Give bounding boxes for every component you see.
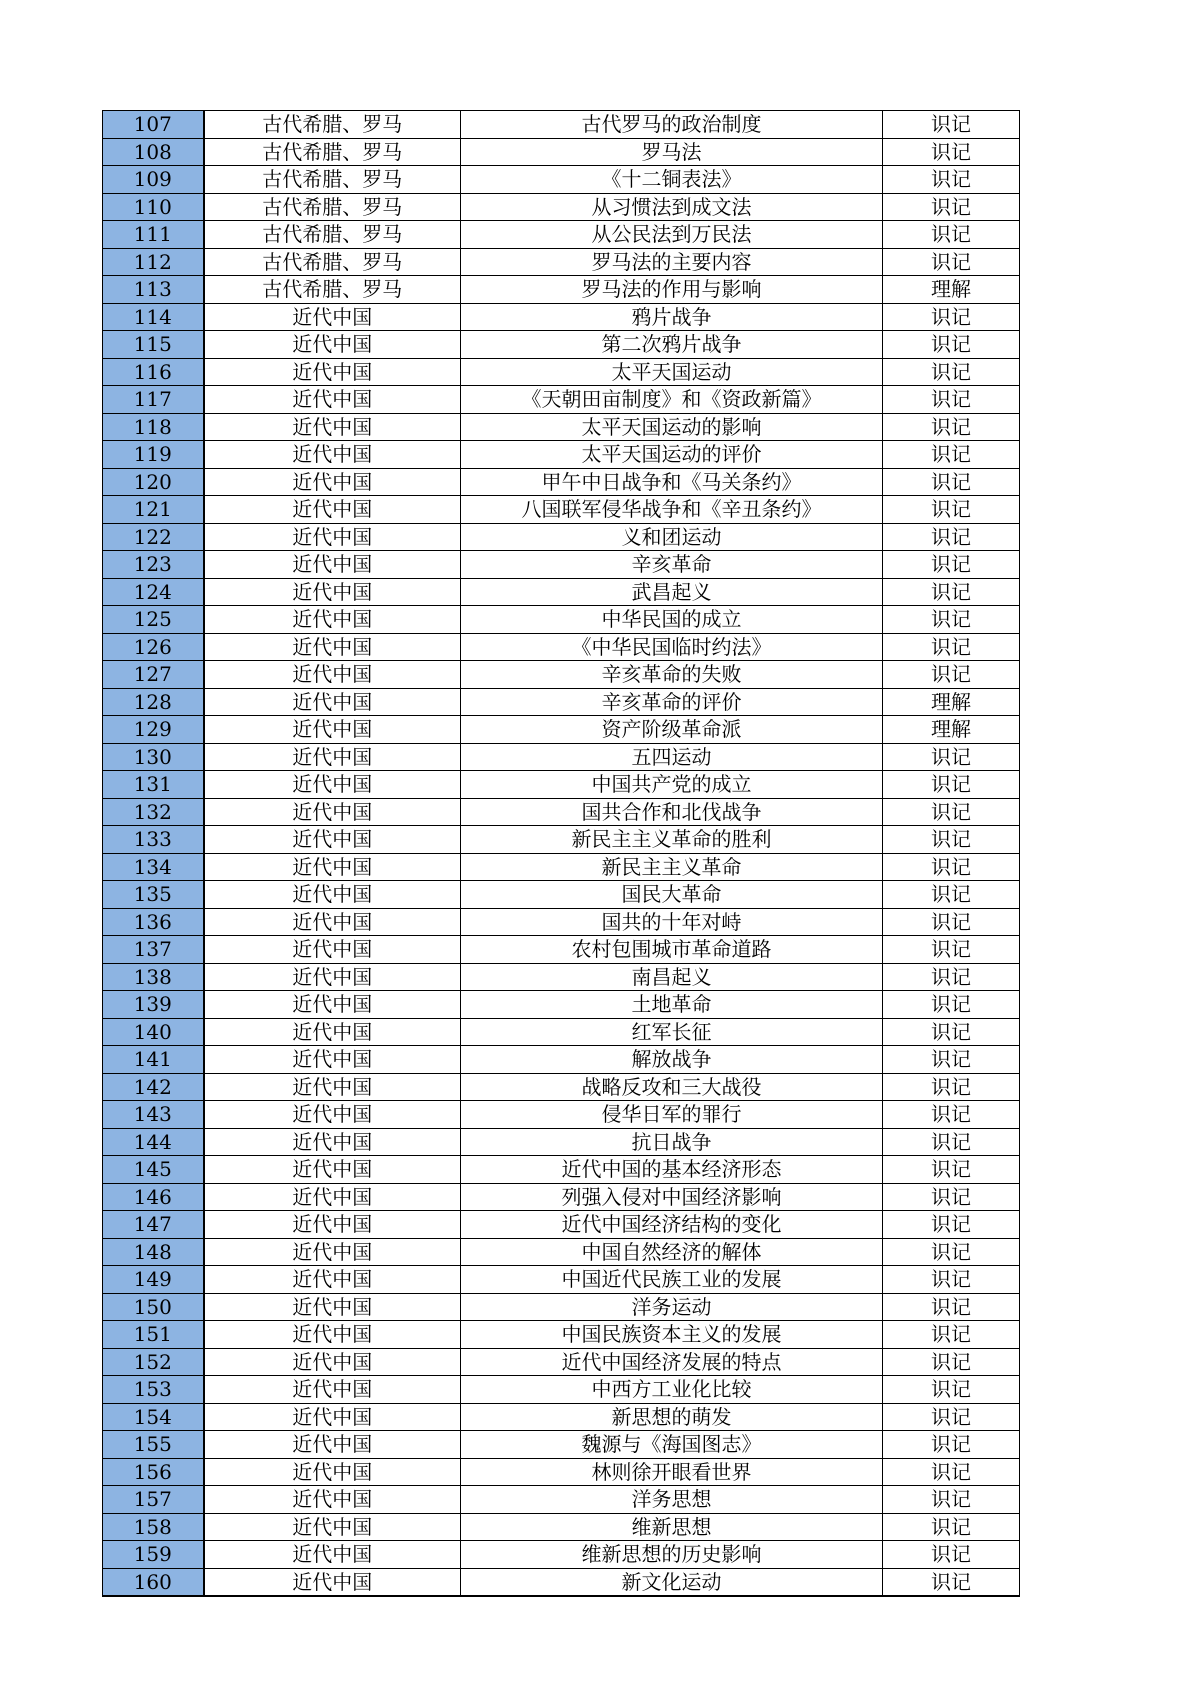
row-number-cell: 152 bbox=[103, 1348, 204, 1376]
table-row bbox=[103, 468, 1020, 496]
topic-cell: 新文化运动 bbox=[461, 1568, 883, 1596]
row-number-cell: 115 bbox=[103, 331, 204, 359]
row-number-cell: 158 bbox=[103, 1513, 204, 1541]
row-number-cell: 145 bbox=[103, 1156, 204, 1184]
period-cell: 近代中国 bbox=[204, 523, 461, 551]
topic-cell: 洋务思想 bbox=[461, 1486, 883, 1514]
table-row bbox=[103, 1541, 1020, 1569]
row-number-cell: 124 bbox=[103, 578, 204, 606]
topic-cell: 中华民国的成立 bbox=[461, 606, 883, 634]
table-row bbox=[103, 1321, 1020, 1349]
period-cell: 近代中国 bbox=[204, 1101, 461, 1129]
table-row bbox=[103, 1403, 1020, 1431]
table-row bbox=[103, 248, 1020, 276]
period-cell: 近代中国 bbox=[204, 1568, 461, 1596]
table-row bbox=[103, 303, 1020, 331]
topic-cell: 国共的十年对峙 bbox=[461, 908, 883, 936]
table-row bbox=[103, 111, 1020, 139]
row-number-cell: 140 bbox=[103, 1018, 204, 1046]
period-cell: 近代中国 bbox=[204, 606, 461, 634]
level-cell: 识记 bbox=[883, 1321, 1020, 1349]
table-row bbox=[103, 1348, 1020, 1376]
table-row bbox=[103, 386, 1020, 414]
level-cell: 识记 bbox=[883, 193, 1020, 221]
period-cell: 近代中国 bbox=[204, 688, 461, 716]
period-cell: 近代中国 bbox=[204, 826, 461, 854]
row-number-cell: 138 bbox=[103, 963, 204, 991]
table-row bbox=[103, 193, 1020, 221]
topic-cell: 维新思想的历史影响 bbox=[461, 1541, 883, 1569]
period-cell: 近代中国 bbox=[204, 1238, 461, 1266]
period-cell: 近代中国 bbox=[204, 1486, 461, 1514]
period-cell: 近代中国 bbox=[204, 881, 461, 909]
level-cell: 识记 bbox=[883, 1128, 1020, 1156]
row-number-cell: 113 bbox=[103, 276, 204, 304]
topic-cell: 抗日战争 bbox=[461, 1128, 883, 1156]
period-cell: 近代中国 bbox=[204, 441, 461, 469]
row-number-cell: 126 bbox=[103, 633, 204, 661]
level-cell: 识记 bbox=[883, 523, 1020, 551]
topic-cell: 辛亥革命的评价 bbox=[461, 688, 883, 716]
topic-cell: 太平天国运动的影响 bbox=[461, 413, 883, 441]
topic-cell: 罗马法 bbox=[461, 138, 883, 166]
topic-cell: 南昌起义 bbox=[461, 963, 883, 991]
row-number-cell: 151 bbox=[103, 1321, 204, 1349]
level-cell: 识记 bbox=[883, 111, 1020, 139]
table-row bbox=[103, 826, 1020, 854]
table-row bbox=[103, 936, 1020, 964]
row-number-cell: 153 bbox=[103, 1376, 204, 1404]
period-cell: 近代中国 bbox=[204, 743, 461, 771]
topic-cell: 《天朝田亩制度》和《资政新篇》 bbox=[461, 386, 883, 414]
level-cell: 识记 bbox=[883, 1238, 1020, 1266]
row-number-cell: 110 bbox=[103, 193, 204, 221]
topic-cell: 五四运动 bbox=[461, 743, 883, 771]
level-cell: 识记 bbox=[883, 1046, 1020, 1074]
row-number-cell: 117 bbox=[103, 386, 204, 414]
period-cell: 近代中国 bbox=[204, 496, 461, 524]
table-row bbox=[103, 1431, 1020, 1459]
level-cell: 识记 bbox=[883, 798, 1020, 826]
level-cell: 识记 bbox=[883, 331, 1020, 359]
level-cell: 识记 bbox=[883, 386, 1020, 414]
table-row bbox=[103, 908, 1020, 936]
level-cell: 识记 bbox=[883, 1073, 1020, 1101]
table-row bbox=[103, 1156, 1020, 1184]
row-number-cell: 148 bbox=[103, 1238, 204, 1266]
period-cell: 近代中国 bbox=[204, 908, 461, 936]
period-cell: 近代中国 bbox=[204, 1183, 461, 1211]
period-cell: 近代中国 bbox=[204, 1211, 461, 1239]
period-cell: 近代中国 bbox=[204, 303, 461, 331]
row-number-cell: 122 bbox=[103, 523, 204, 551]
level-cell: 理解 bbox=[883, 688, 1020, 716]
row-number-cell: 137 bbox=[103, 936, 204, 964]
period-cell: 近代中国 bbox=[204, 1348, 461, 1376]
level-cell: 识记 bbox=[883, 578, 1020, 606]
table-row bbox=[103, 441, 1020, 469]
topic-cell: 红军长征 bbox=[461, 1018, 883, 1046]
table-row bbox=[103, 881, 1020, 909]
level-cell: 识记 bbox=[883, 358, 1020, 386]
level-cell: 识记 bbox=[883, 1293, 1020, 1321]
table-row bbox=[103, 991, 1020, 1019]
table-row bbox=[103, 1101, 1020, 1129]
topic-cell: 鸦片战争 bbox=[461, 303, 883, 331]
period-cell: 近代中国 bbox=[204, 1376, 461, 1404]
period-cell: 古代希腊、罗马 bbox=[204, 111, 461, 139]
table-row bbox=[103, 221, 1020, 249]
topic-cell: 新思想的萌发 bbox=[461, 1403, 883, 1431]
table-row bbox=[103, 1458, 1020, 1486]
period-cell: 近代中国 bbox=[204, 1046, 461, 1074]
period-cell: 近代中国 bbox=[204, 633, 461, 661]
topic-cell: 农村包围城市革命道路 bbox=[461, 936, 883, 964]
row-number-cell: 111 bbox=[103, 221, 204, 249]
topic-cell: 《中华民国临时约法》 bbox=[461, 633, 883, 661]
level-cell: 识记 bbox=[883, 551, 1020, 579]
level-cell: 识记 bbox=[883, 1486, 1020, 1514]
table-row bbox=[103, 661, 1020, 689]
level-cell: 识记 bbox=[883, 1458, 1020, 1486]
level-cell: 识记 bbox=[883, 606, 1020, 634]
topic-cell: 辛亥革命的失败 bbox=[461, 661, 883, 689]
row-number-cell: 156 bbox=[103, 1458, 204, 1486]
level-cell: 识记 bbox=[883, 936, 1020, 964]
row-number-cell: 142 bbox=[103, 1073, 204, 1101]
period-cell: 近代中国 bbox=[204, 1156, 461, 1184]
topic-cell: 中国近代民族工业的发展 bbox=[461, 1266, 883, 1294]
row-number-cell: 133 bbox=[103, 826, 204, 854]
row-number-cell: 134 bbox=[103, 853, 204, 881]
topic-cell: 战略反攻和三大战役 bbox=[461, 1073, 883, 1101]
table-row bbox=[103, 166, 1020, 194]
row-number-cell: 146 bbox=[103, 1183, 204, 1211]
period-cell: 近代中国 bbox=[204, 991, 461, 1019]
topic-cell: 魏源与《海国图志》 bbox=[461, 1431, 883, 1459]
period-cell: 近代中国 bbox=[204, 963, 461, 991]
level-cell: 识记 bbox=[883, 1266, 1020, 1294]
level-cell: 识记 bbox=[883, 441, 1020, 469]
level-cell: 识记 bbox=[883, 1156, 1020, 1184]
topic-cell: 维新思想 bbox=[461, 1513, 883, 1541]
table-row bbox=[103, 798, 1020, 826]
level-cell: 识记 bbox=[883, 633, 1020, 661]
level-cell: 识记 bbox=[883, 991, 1020, 1019]
topic-cell: 侵华日军的罪行 bbox=[461, 1101, 883, 1129]
level-cell: 识记 bbox=[883, 1211, 1020, 1239]
period-cell: 近代中国 bbox=[204, 1128, 461, 1156]
table-row bbox=[103, 633, 1020, 661]
period-cell: 古代希腊、罗马 bbox=[204, 193, 461, 221]
period-cell: 近代中国 bbox=[204, 1266, 461, 1294]
level-cell: 识记 bbox=[883, 771, 1020, 799]
level-cell: 识记 bbox=[883, 1348, 1020, 1376]
table-row bbox=[103, 1211, 1020, 1239]
period-cell: 近代中国 bbox=[204, 1403, 461, 1431]
row-number-cell: 121 bbox=[103, 496, 204, 524]
table-row bbox=[103, 523, 1020, 551]
level-cell: 识记 bbox=[883, 1018, 1020, 1046]
table-row bbox=[103, 688, 1020, 716]
period-cell: 近代中国 bbox=[204, 1431, 461, 1459]
period-cell: 近代中国 bbox=[204, 661, 461, 689]
row-number-cell: 159 bbox=[103, 1541, 204, 1569]
table-row bbox=[103, 138, 1020, 166]
period-cell: 近代中国 bbox=[204, 798, 461, 826]
level-cell: 识记 bbox=[883, 496, 1020, 524]
level-cell: 识记 bbox=[883, 1101, 1020, 1129]
topic-cell: 太平天国运动的评价 bbox=[461, 441, 883, 469]
level-cell: 识记 bbox=[883, 303, 1020, 331]
level-cell: 识记 bbox=[883, 248, 1020, 276]
topic-cell: 古代罗马的政治制度 bbox=[461, 111, 883, 139]
row-number-cell: 112 bbox=[103, 248, 204, 276]
table-row bbox=[103, 853, 1020, 881]
row-number-cell: 157 bbox=[103, 1486, 204, 1514]
table-row bbox=[103, 1293, 1020, 1321]
topic-cell: 国民大革命 bbox=[461, 881, 883, 909]
row-number-cell: 131 bbox=[103, 771, 204, 799]
topic-cell: 中国自然经济的解体 bbox=[461, 1238, 883, 1266]
level-cell: 识记 bbox=[883, 1183, 1020, 1211]
table-row bbox=[103, 496, 1020, 524]
row-number-cell: 128 bbox=[103, 688, 204, 716]
row-number-cell: 154 bbox=[103, 1403, 204, 1431]
period-cell: 近代中国 bbox=[204, 1073, 461, 1101]
period-cell: 古代希腊、罗马 bbox=[204, 276, 461, 304]
period-cell: 近代中国 bbox=[204, 853, 461, 881]
period-cell: 近代中国 bbox=[204, 936, 461, 964]
topic-cell: 中国共产党的成立 bbox=[461, 771, 883, 799]
table-row bbox=[103, 606, 1020, 634]
row-number-cell: 123 bbox=[103, 551, 204, 579]
knowledge-points-table bbox=[102, 110, 1020, 1597]
row-number-cell: 116 bbox=[103, 358, 204, 386]
topic-cell: 第二次鸦片战争 bbox=[461, 331, 883, 359]
row-number-cell: 129 bbox=[103, 716, 204, 744]
row-number-cell: 108 bbox=[103, 138, 204, 166]
row-number-cell: 136 bbox=[103, 908, 204, 936]
period-cell: 近代中国 bbox=[204, 578, 461, 606]
level-cell: 识记 bbox=[883, 221, 1020, 249]
table-row bbox=[103, 1018, 1020, 1046]
table-row bbox=[103, 413, 1020, 441]
level-cell: 识记 bbox=[883, 826, 1020, 854]
level-cell: 理解 bbox=[883, 716, 1020, 744]
table-row bbox=[103, 1046, 1020, 1074]
topic-cell: 林则徐开眼看世界 bbox=[461, 1458, 883, 1486]
topic-cell: 列强入侵对中国经济影响 bbox=[461, 1183, 883, 1211]
row-number-cell: 118 bbox=[103, 413, 204, 441]
period-cell: 古代希腊、罗马 bbox=[204, 138, 461, 166]
row-number-cell: 125 bbox=[103, 606, 204, 634]
table-row bbox=[103, 1568, 1020, 1596]
row-number-cell: 109 bbox=[103, 166, 204, 194]
level-cell: 识记 bbox=[883, 1568, 1020, 1596]
level-cell: 识记 bbox=[883, 138, 1020, 166]
topic-cell: 新民主主义革命 bbox=[461, 853, 883, 881]
level-cell: 识记 bbox=[883, 908, 1020, 936]
period-cell: 近代中国 bbox=[204, 1541, 461, 1569]
level-cell: 识记 bbox=[883, 166, 1020, 194]
level-cell: 识记 bbox=[883, 963, 1020, 991]
topic-cell: 义和团运动 bbox=[461, 523, 883, 551]
level-cell: 识记 bbox=[883, 1403, 1020, 1431]
topic-cell: 太平天国运动 bbox=[461, 358, 883, 386]
row-number-cell: 149 bbox=[103, 1266, 204, 1294]
row-number-cell: 107 bbox=[103, 111, 204, 139]
table-row bbox=[103, 276, 1020, 304]
topic-cell: 土地革命 bbox=[461, 991, 883, 1019]
table-row bbox=[103, 578, 1020, 606]
period-cell: 近代中国 bbox=[204, 551, 461, 579]
row-number-cell: 132 bbox=[103, 798, 204, 826]
period-cell: 古代希腊、罗马 bbox=[204, 166, 461, 194]
topic-cell: 武昌起义 bbox=[461, 578, 883, 606]
period-cell: 近代中国 bbox=[204, 1513, 461, 1541]
table-row bbox=[103, 716, 1020, 744]
level-cell: 识记 bbox=[883, 1541, 1020, 1569]
topic-cell: 从习惯法到成文法 bbox=[461, 193, 883, 221]
topic-cell: 近代中国经济结构的变化 bbox=[461, 1211, 883, 1239]
table-row bbox=[103, 1513, 1020, 1541]
row-number-cell: 120 bbox=[103, 468, 204, 496]
topic-cell: 甲午中日战争和《马关条约》 bbox=[461, 468, 883, 496]
topic-cell: 辛亥革命 bbox=[461, 551, 883, 579]
level-cell: 理解 bbox=[883, 276, 1020, 304]
table-row bbox=[103, 1266, 1020, 1294]
level-cell: 识记 bbox=[883, 1376, 1020, 1404]
period-cell: 近代中国 bbox=[204, 331, 461, 359]
period-cell: 近代中国 bbox=[204, 386, 461, 414]
table-row bbox=[103, 331, 1020, 359]
topic-cell: 新民主主义革命的胜利 bbox=[461, 826, 883, 854]
row-number-cell: 135 bbox=[103, 881, 204, 909]
topic-cell: 解放战争 bbox=[461, 1046, 883, 1074]
table-row bbox=[103, 1128, 1020, 1156]
topic-cell: 中国民族资本主义的发展 bbox=[461, 1321, 883, 1349]
table-row bbox=[103, 1183, 1020, 1211]
period-cell: 近代中国 bbox=[204, 1018, 461, 1046]
row-number-cell: 127 bbox=[103, 661, 204, 689]
row-number-cell: 150 bbox=[103, 1293, 204, 1321]
row-number-cell: 141 bbox=[103, 1046, 204, 1074]
period-cell: 近代中国 bbox=[204, 1293, 461, 1321]
table-row bbox=[103, 963, 1020, 991]
level-cell: 识记 bbox=[883, 661, 1020, 689]
period-cell: 古代希腊、罗马 bbox=[204, 248, 461, 276]
period-cell: 近代中国 bbox=[204, 358, 461, 386]
row-number-cell: 155 bbox=[103, 1431, 204, 1459]
topic-cell: 洋务运动 bbox=[461, 1293, 883, 1321]
level-cell: 识记 bbox=[883, 1431, 1020, 1459]
table-row bbox=[103, 551, 1020, 579]
period-cell: 近代中国 bbox=[204, 716, 461, 744]
level-cell: 识记 bbox=[883, 468, 1020, 496]
table-row bbox=[103, 1238, 1020, 1266]
table-row bbox=[103, 1376, 1020, 1404]
row-number-cell: 139 bbox=[103, 991, 204, 1019]
row-number-cell: 147 bbox=[103, 1211, 204, 1239]
topic-cell: 罗马法的作用与影响 bbox=[461, 276, 883, 304]
period-cell: 近代中国 bbox=[204, 413, 461, 441]
period-cell: 近代中国 bbox=[204, 1321, 461, 1349]
level-cell: 识记 bbox=[883, 1513, 1020, 1541]
level-cell: 识记 bbox=[883, 413, 1020, 441]
period-cell: 近代中国 bbox=[204, 468, 461, 496]
table-row bbox=[103, 1073, 1020, 1101]
topic-cell: 资产阶级革命派 bbox=[461, 716, 883, 744]
topic-cell: 从公民法到万民法 bbox=[461, 221, 883, 249]
topic-cell: 近代中国经济发展的特点 bbox=[461, 1348, 883, 1376]
row-number-cell: 144 bbox=[103, 1128, 204, 1156]
topic-cell: 近代中国的基本经济形态 bbox=[461, 1156, 883, 1184]
table-row bbox=[103, 771, 1020, 799]
period-cell: 古代希腊、罗马 bbox=[204, 221, 461, 249]
level-cell: 识记 bbox=[883, 853, 1020, 881]
period-cell: 近代中国 bbox=[204, 771, 461, 799]
topic-cell: 罗马法的主要内容 bbox=[461, 248, 883, 276]
table-row bbox=[103, 358, 1020, 386]
table-row bbox=[103, 1486, 1020, 1514]
topic-cell: 八国联军侵华战争和《辛丑条约》 bbox=[461, 496, 883, 524]
row-number-cell: 160 bbox=[103, 1568, 204, 1596]
table-body bbox=[103, 111, 1020, 1597]
level-cell: 识记 bbox=[883, 743, 1020, 771]
row-number-cell: 119 bbox=[103, 441, 204, 469]
row-number-cell: 143 bbox=[103, 1101, 204, 1129]
topic-cell: 国共合作和北伐战争 bbox=[461, 798, 883, 826]
table-row bbox=[103, 743, 1020, 771]
period-cell: 近代中国 bbox=[204, 1458, 461, 1486]
topic-cell: 中西方工业化比较 bbox=[461, 1376, 883, 1404]
row-number-cell: 130 bbox=[103, 743, 204, 771]
topic-cell: 《十二铜表法》 bbox=[461, 166, 883, 194]
level-cell: 识记 bbox=[883, 881, 1020, 909]
row-number-cell: 114 bbox=[103, 303, 204, 331]
